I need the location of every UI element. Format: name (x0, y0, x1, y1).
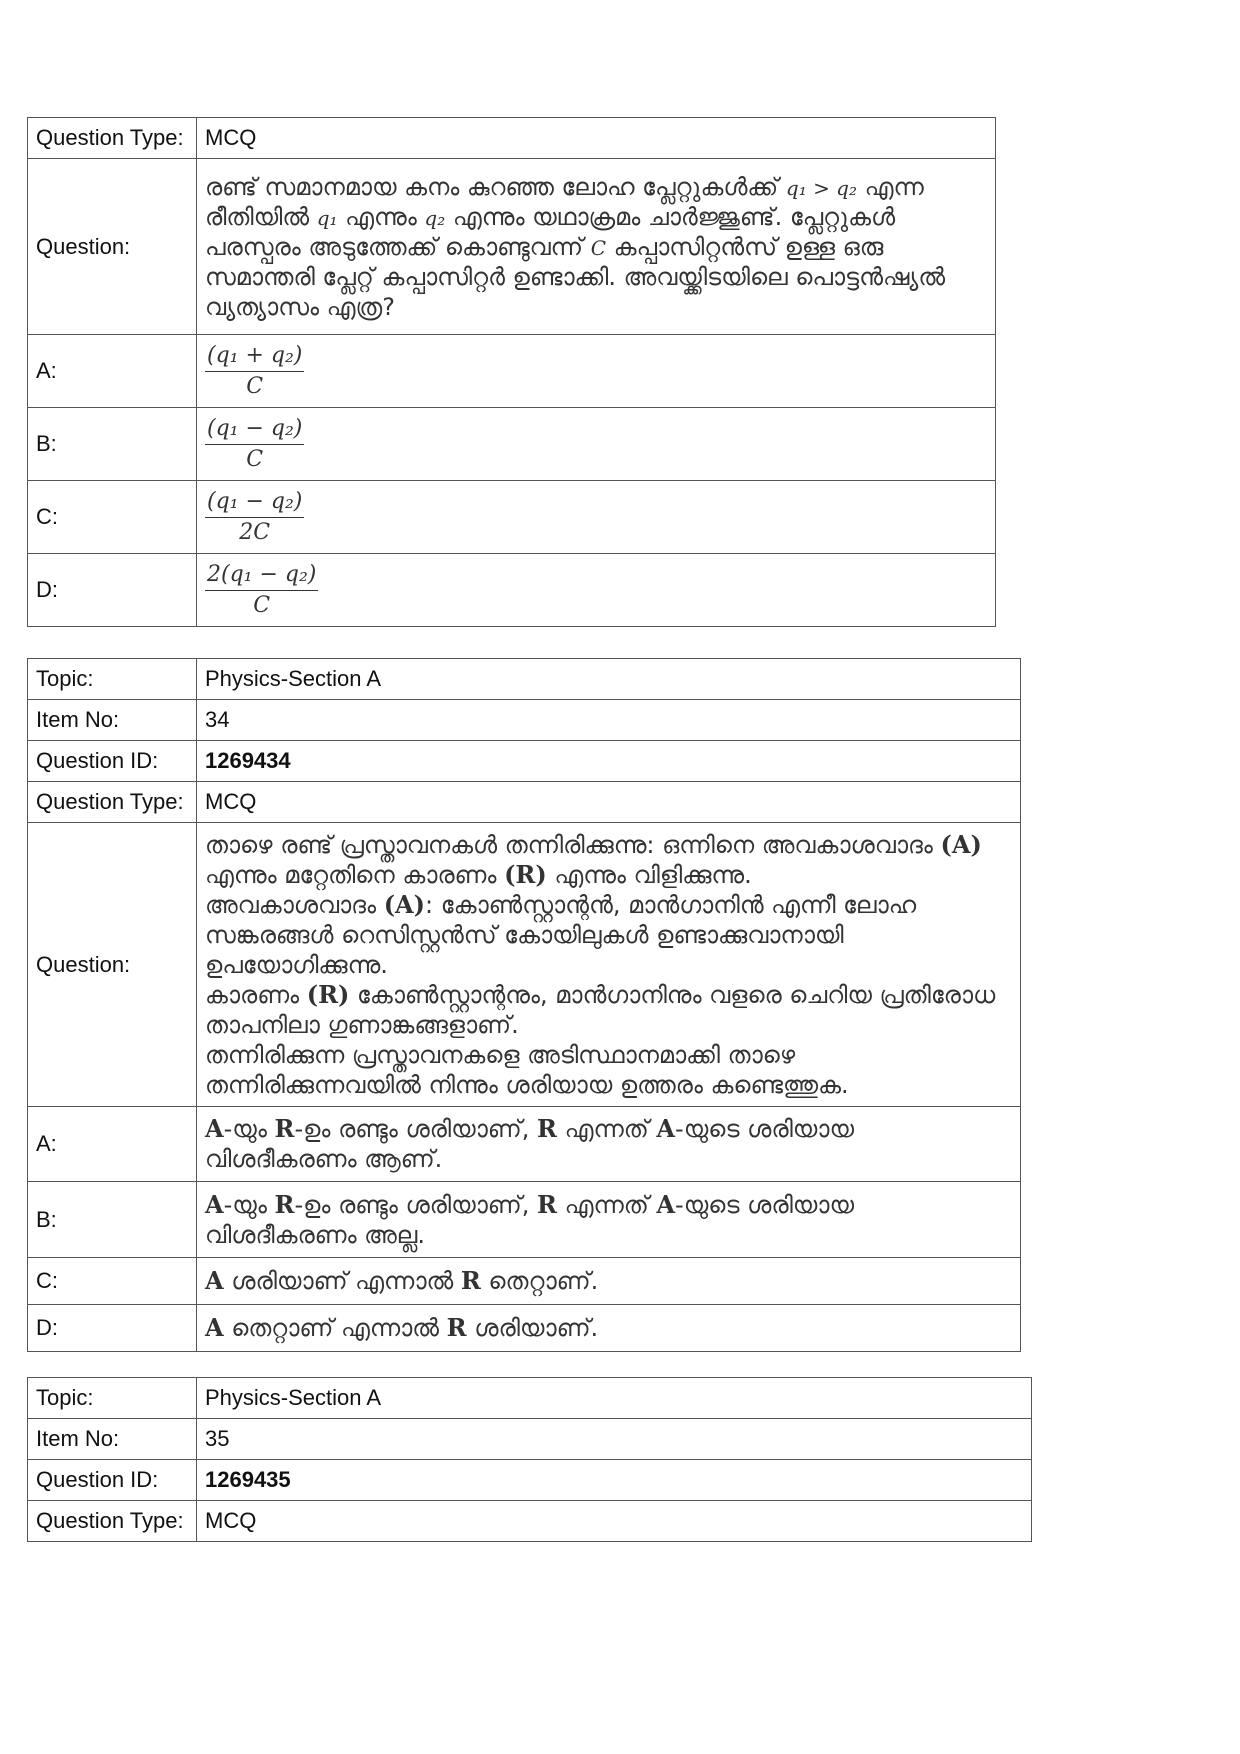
fraction (205, 342, 304, 400)
question-block-3 (27, 1377, 1032, 1542)
item-no-value: 34 (197, 700, 1021, 741)
question-type-label: Question Type: (28, 782, 197, 823)
fraction-numerator: (q₁ + q₂) (205, 342, 304, 372)
instruction: തന്നിരിക്കുന്ന പ്രസ്താവനകളെ അടിസ്ഥാനമാക്കി താഴെ തന്നിരിക്കുന്നവയിൽ നിന്നും ശരിയായ ഉത്തരം കണ്ടെത്തുക. (205, 1040, 849, 1099)
question-type-label: Question Type: (28, 118, 197, 159)
option-d-label: D: (28, 554, 197, 627)
fraction-denominator: C (246, 373, 264, 399)
fraction-denominator: 2C (239, 519, 271, 545)
question-type-label: Question Type: (28, 1501, 197, 1542)
fraction (205, 415, 304, 473)
topic-value: Physics-Section A (197, 1378, 1032, 1419)
question-block-2 (27, 658, 1021, 1352)
fraction-numerator: 2(q₁ − q₂) (205, 561, 318, 591)
option-c-value: A ശരിയാണ് എന്നാൽ R തെറ്റാണ്. (197, 1258, 1021, 1305)
option-b-label: B: (28, 408, 197, 481)
option-b-value: A-യും R-ഉം രണ്ടും ശരിയാണ്, R എന്നത് A-യുടെ ശരിയായ വിശദീകരണം അല്ല. (197, 1182, 1021, 1258)
option-a-label: A: (28, 1107, 197, 1182)
question-block-1 (27, 117, 996, 627)
question-id-value: 1269434 (197, 741, 1021, 782)
question-text: രണ്ട് സമാനമായ കനം കുറഞ്ഞ ലോഹ പ്ലേറ്റുകൾക്ക് q₁ > q₂ എന്ന രീതിയിൽ q₁ എന്നും q₂ എന്നും യഥാക്രമം ചാർജ്ജുണ്ട്. പ്ലേറ്റുകൾ പരസ്പരം അടുത്തേക്ക് കൊണ്ടുവന്ന് C കപ്പാസിറ്റൻസ് ഉള്ള ഒരു സമാന്തരി പ്ലേറ്റ് കപ്പാസിറ്റർ ഉണ്ടാക്കി. അവയ്ക്കിടയിലെ പൊട്ടൻഷ്യൽ വ്യത്യാസം എത്ര? (197, 159, 996, 335)
item-no-value: 35 (197, 1419, 1032, 1460)
fraction-denominator: C (253, 592, 271, 618)
reason: കാരണം (R) കോൺസ്റ്റാന്റനും, മാൻഗാനിനും വളരെ ചെറിയ പ്രതിരോധ താപനിലാ ഗുണാങ്കങ്ങളാണ്. (205, 979, 996, 1039)
option-c-value (197, 481, 996, 554)
question-type-value: MCQ (197, 782, 1021, 823)
option-a-value: A-യും R-ഉം രണ്ടും ശരിയാണ്, R എന്നത് A-യുടെ ശരിയായ വിശദീകരണം ആണ്. (197, 1107, 1021, 1182)
question-text (197, 823, 1021, 1107)
option-c-label: C: (28, 481, 197, 554)
fraction (205, 561, 318, 619)
option-a-label: A: (28, 335, 197, 408)
question-label: Question: (28, 159, 197, 335)
topic-label: Topic: (28, 659, 197, 700)
topic-label: Topic: (28, 1378, 197, 1419)
option-a-value (197, 335, 996, 408)
question-label: Question: (28, 823, 197, 1107)
question-id-label: Question ID: (28, 741, 197, 782)
fraction-denominator: C (246, 446, 264, 472)
option-b-value (197, 408, 996, 481)
option-d-value (197, 554, 996, 627)
option-d-label: D: (28, 1305, 197, 1352)
assertion: അവകാശവാദം (A): കോൺസ്റ്റാന്റൻ, മാൻഗാനിൻ എന്നീ ലോഹ സങ്കരങ്ങൾ റെസിസ്റ്റൻസ് കോയിലുകൾ ഉണ്ടാക്കുവാനായി ഉപയോഗിക്കുന്നു. (205, 889, 917, 979)
fraction-numerator: (q₁ − q₂) (205, 415, 304, 445)
fraction-numerator: (q₁ − q₂) (205, 488, 304, 518)
question-type-value: MCQ (197, 118, 996, 159)
question-id-label: Question ID: (28, 1460, 197, 1501)
option-c-label: C: (28, 1258, 197, 1305)
option-b-label: B: (28, 1182, 197, 1258)
statement-intro: താഴെ രണ്ട് പ്രസ്താവനകൾ തന്നിരിക്കുന്നു: ഒന്നിനെ അവകാശവാദം (A) എന്നും മറ്റേതിനെ കാരണം (R) എന്നും വിളിക്കുന്നു. (205, 829, 982, 889)
question-type-value: MCQ (197, 1501, 1032, 1542)
item-no-label: Item No: (28, 700, 197, 741)
fraction (205, 488, 304, 546)
option-d-value: A തെറ്റാണ് എന്നാൽ R ശരിയാണ്. (197, 1305, 1021, 1352)
topic-value: Physics-Section A (197, 659, 1021, 700)
item-no-label: Item No: (28, 1419, 197, 1460)
question-id-value: 1269435 (197, 1460, 1032, 1501)
